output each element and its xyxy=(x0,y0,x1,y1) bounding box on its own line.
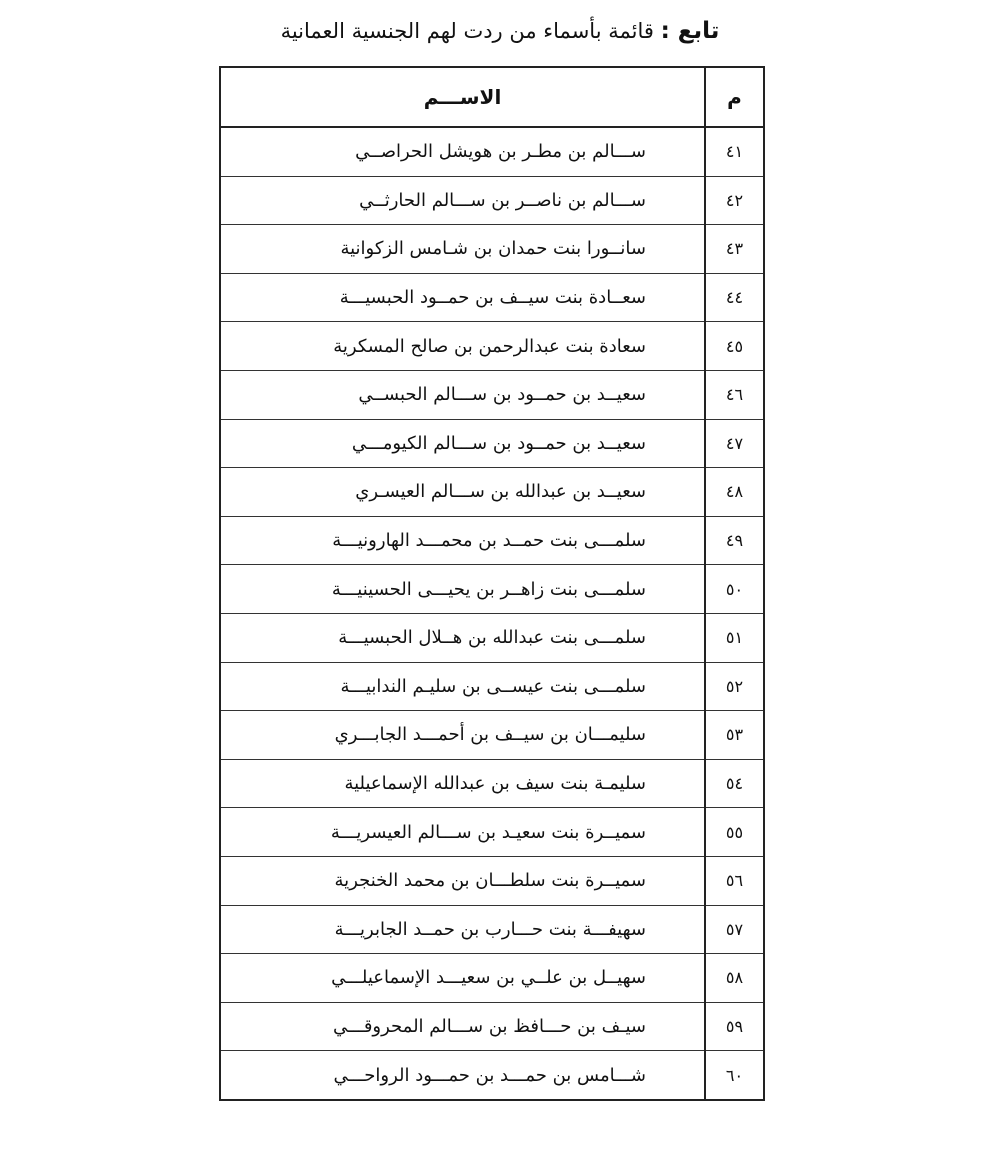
row-number: ٥٧ xyxy=(705,905,764,954)
row-name: سميــرة بنت سعيـد بن ســـالم العيسريـــة xyxy=(220,808,705,857)
row-number: ٤٢ xyxy=(705,176,764,225)
row-name: سلمـــى بنت عيســى بن سليـم الندابيـــة xyxy=(220,662,705,711)
row-name: ســـالم بن ناصــر بن ســـالم الحارثــي xyxy=(220,176,705,225)
title-text: قائمة بأسماء من ردت لهم الجنسية العمانية xyxy=(280,19,654,43)
row-number: ٥٣ xyxy=(705,711,764,760)
table-row xyxy=(220,954,764,1003)
page-title xyxy=(0,14,1000,48)
table-row xyxy=(220,516,764,565)
row-name: سانــورا بنت حمدان بن شـامس الزكوانية xyxy=(220,225,705,274)
row-name: سعيــد بن حمــود بن ســـالم الحبســي xyxy=(220,370,705,419)
row-number: ٥٦ xyxy=(705,856,764,905)
row-number: ٥١ xyxy=(705,613,764,662)
row-number: ٤٩ xyxy=(705,516,764,565)
table-row xyxy=(220,565,764,614)
title-prefix: تابع : xyxy=(660,18,720,44)
table-row xyxy=(220,808,764,857)
row-number: ٤٨ xyxy=(705,468,764,517)
row-name: سلمـــى بنت زاهــر بن يحيـــى الحسينيـــة xyxy=(220,565,705,614)
table-row xyxy=(220,711,764,760)
row-name: سهيــل بن علــي بن سعيـــد الإسماعيلـــي xyxy=(220,954,705,1003)
row-name: سعادة بنت عبدالرحمن بن صالح المسكرية xyxy=(220,322,705,371)
row-number: ٥٤ xyxy=(705,759,764,808)
table-row xyxy=(220,322,764,371)
table-row xyxy=(220,1002,764,1051)
table-row xyxy=(220,662,764,711)
row-name: شـــامس بن حمـــد بن حمـــود الرواحـــي xyxy=(220,1051,705,1100)
row-name: سهيفـــة بنت حـــارب بن حمــد الجابريـــة xyxy=(220,905,705,954)
row-name: سلمـــى بنت حمــد بن محمـــد الهارونيـــة xyxy=(220,516,705,565)
table-row xyxy=(220,225,764,274)
table-row xyxy=(220,468,764,517)
row-number: ٤١ xyxy=(705,127,764,176)
table-row xyxy=(220,176,764,225)
row-name: سليمـة بنت سيف بن عبدالله الإسماعيلية xyxy=(220,759,705,808)
row-name: سعيــد بن حمــود بن ســـالم الكيومـــي xyxy=(220,419,705,468)
names-table xyxy=(219,66,765,1101)
table-row xyxy=(220,856,764,905)
row-name: ســـالم بن مطـر بن هويشل الحراصــي xyxy=(220,127,705,176)
table-row xyxy=(220,370,764,419)
row-name: سميــرة بنت سلطـــان بن محمد الخنجرية xyxy=(220,856,705,905)
row-number: ٥٥ xyxy=(705,808,764,857)
row-number: ٤٥ xyxy=(705,322,764,371)
row-number: ٦٠ xyxy=(705,1051,764,1100)
row-name: سليمـــان بن سيــف بن أحمـــد الجابـــري xyxy=(220,711,705,760)
table-row xyxy=(220,419,764,468)
row-name: سعــادة بنت سيــف بن حمــود الحبسيـــة xyxy=(220,273,705,322)
row-name: سعيــد بن عبدالله بن ســـالم العيسـري xyxy=(220,468,705,517)
row-number: ٥٢ xyxy=(705,662,764,711)
table-row xyxy=(220,613,764,662)
row-number: ٤٧ xyxy=(705,419,764,468)
row-number: ٤٣ xyxy=(705,225,764,274)
table-header-row xyxy=(220,67,764,127)
row-name: سلمـــى بنت عبدالله بن هــلال الحبسيـــة xyxy=(220,613,705,662)
row-number: ٥٠ xyxy=(705,565,764,614)
column-header-name: الاســـم xyxy=(220,67,705,127)
table-row xyxy=(220,273,764,322)
row-number: ٤٦ xyxy=(705,370,764,419)
row-name: سيـف بن حـــافظ بن ســـالم المحروقـــي xyxy=(220,1002,705,1051)
column-header-number: م xyxy=(705,67,764,127)
row-number: ٥٨ xyxy=(705,954,764,1003)
row-number: ٤٤ xyxy=(705,273,764,322)
table-row xyxy=(220,905,764,954)
table-row xyxy=(220,1051,764,1100)
row-number: ٥٩ xyxy=(705,1002,764,1051)
table-row xyxy=(220,127,764,176)
table-row xyxy=(220,759,764,808)
